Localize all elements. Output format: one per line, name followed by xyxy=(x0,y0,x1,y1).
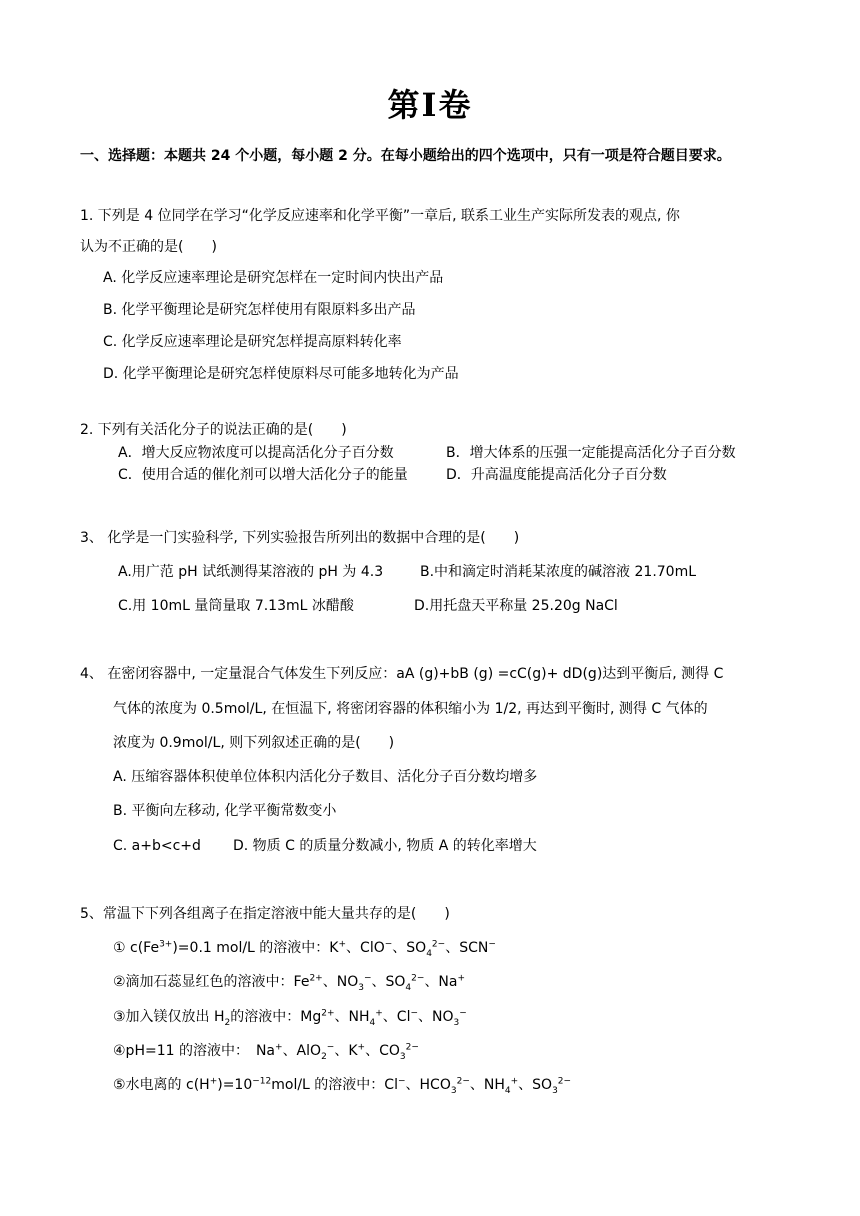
q3-option-b: B.中和滴定时消耗某浓度的碱溶液 21.70mL xyxy=(420,564,697,580)
q3-option-c: C.用 10mL 量筒量取 7.13mL 冰醋酸 xyxy=(118,598,354,614)
q5-option-5: ⑤水电离的 $c(H^+)=10^{-12}mol/L$ 的溶液中：Cl−、$HCO_3^{2-}$、$NH_4^+$、$SO_3^{2-}$ xyxy=(113,1076,572,1096)
q1-stem-line1: 1. 下列是 4 位同学在学习“化学反应速率和化学平衡”一章后, 联系工业生产实际所发表的观点, 你 xyxy=(80,208,680,224)
q1-option-d: D. 化学平衡理论是研究怎样使原料尽可能多地转化为产品 xyxy=(103,366,459,382)
q5-option-4: ④pH=11 的溶液中： Na+、AlO$_2$−、K+、$CO_3^{2-}$ xyxy=(113,1042,419,1062)
q4-stem-line2: 气体的浓度为 0.5mol/L, 在恒温下, 将密闭容器的体积缩小为 1/2, 再达到平衡时, 测得 C 气体的 xyxy=(113,701,708,717)
q5-option-1: ① $c(Fe^{3+})=0.1$ mol/L 的溶液中：K+、ClO−、$SO_4^{2-}$、SCN− xyxy=(113,939,496,959)
q2-option-d: D．升高温度能提高活化分子百分数 xyxy=(446,467,667,483)
q3-option-d: D.用托盘天平称量 25.20g NaCl xyxy=(414,598,618,614)
q1-option-b: B. 化学平衡理论是研究怎样使用有限原料多出产品 xyxy=(103,302,416,318)
q3-option-a: A.用广范 pH 试纸测得某溶液的 pH 为 4.3 xyxy=(118,564,384,580)
q4-stem-line1: 4、 在密闭容器中, 一定量混合气体发生下列反应：aA (g)+bB (g) =cC(g)+ dD(g)达到平衡后, 测得 C xyxy=(80,666,724,682)
q1-option-c: C. 化学反应速率理论是研究怎样提高原料转化率 xyxy=(103,334,402,350)
q5-option-2: ②滴加石蕊显红色的溶液中：$Fe^{2+}$、$NO_3^-$、$SO_4^{2-}$、Na+ xyxy=(113,973,466,993)
q4-option-a: A. 压缩容器体积使单位体积内活化分子数目、活化分子百分数均增多 xyxy=(113,769,538,785)
q5-stem: 5、常温下下列各组离子在指定溶液中能大量共存的是( ) xyxy=(80,906,450,922)
q4-stem-line3: 浓度为 0.9mol/L, 则下列叙述正确的是( ) xyxy=(113,735,395,751)
q2-stem: 2. 下列有关活化分子的说法正确的是( ) xyxy=(80,422,347,438)
q4-option-d: D. 物质 C 的质量分数减小, 物质 A 的转化率增大 xyxy=(233,838,537,854)
q2-option-b: B．增大体系的压强一定能提高活化分子百分数 xyxy=(446,445,736,461)
q4-option-b: B. 平衡向左移动, 化学平衡常数变小 xyxy=(113,803,337,819)
q5-option-3: ③加入镁仅放出 $H_2$的溶液中：$Mg^{2+}$、$NH_4^+$、Cl−、$NO_3^-$ xyxy=(113,1008,467,1028)
q4-option-c: C. a+b<c+d xyxy=(113,838,201,854)
section-heading: 一、选择题：本题共 24 个小题，每小题 2 分。在每小题给出的四个选项中，只有一项是符合题目要求。 xyxy=(80,148,731,164)
q1-stem-line2: 认为不正确的是( ) xyxy=(80,239,217,255)
q2-option-c: C．使用合适的催化剂可以增大活化分子的能量 xyxy=(118,467,408,483)
page-title: 第Ⅰ卷 xyxy=(387,86,473,124)
q1-option-a: A. 化学反应速率理论是研究怎样在一定时间内快出产品 xyxy=(103,270,444,286)
q2-option-a: A．增大反应物浓度可以提高活化分子百分数 xyxy=(118,445,394,461)
q3-stem: 3、 化学是一门实验科学, 下列实验报告所列出的数据中合理的是( ) xyxy=(80,530,520,546)
